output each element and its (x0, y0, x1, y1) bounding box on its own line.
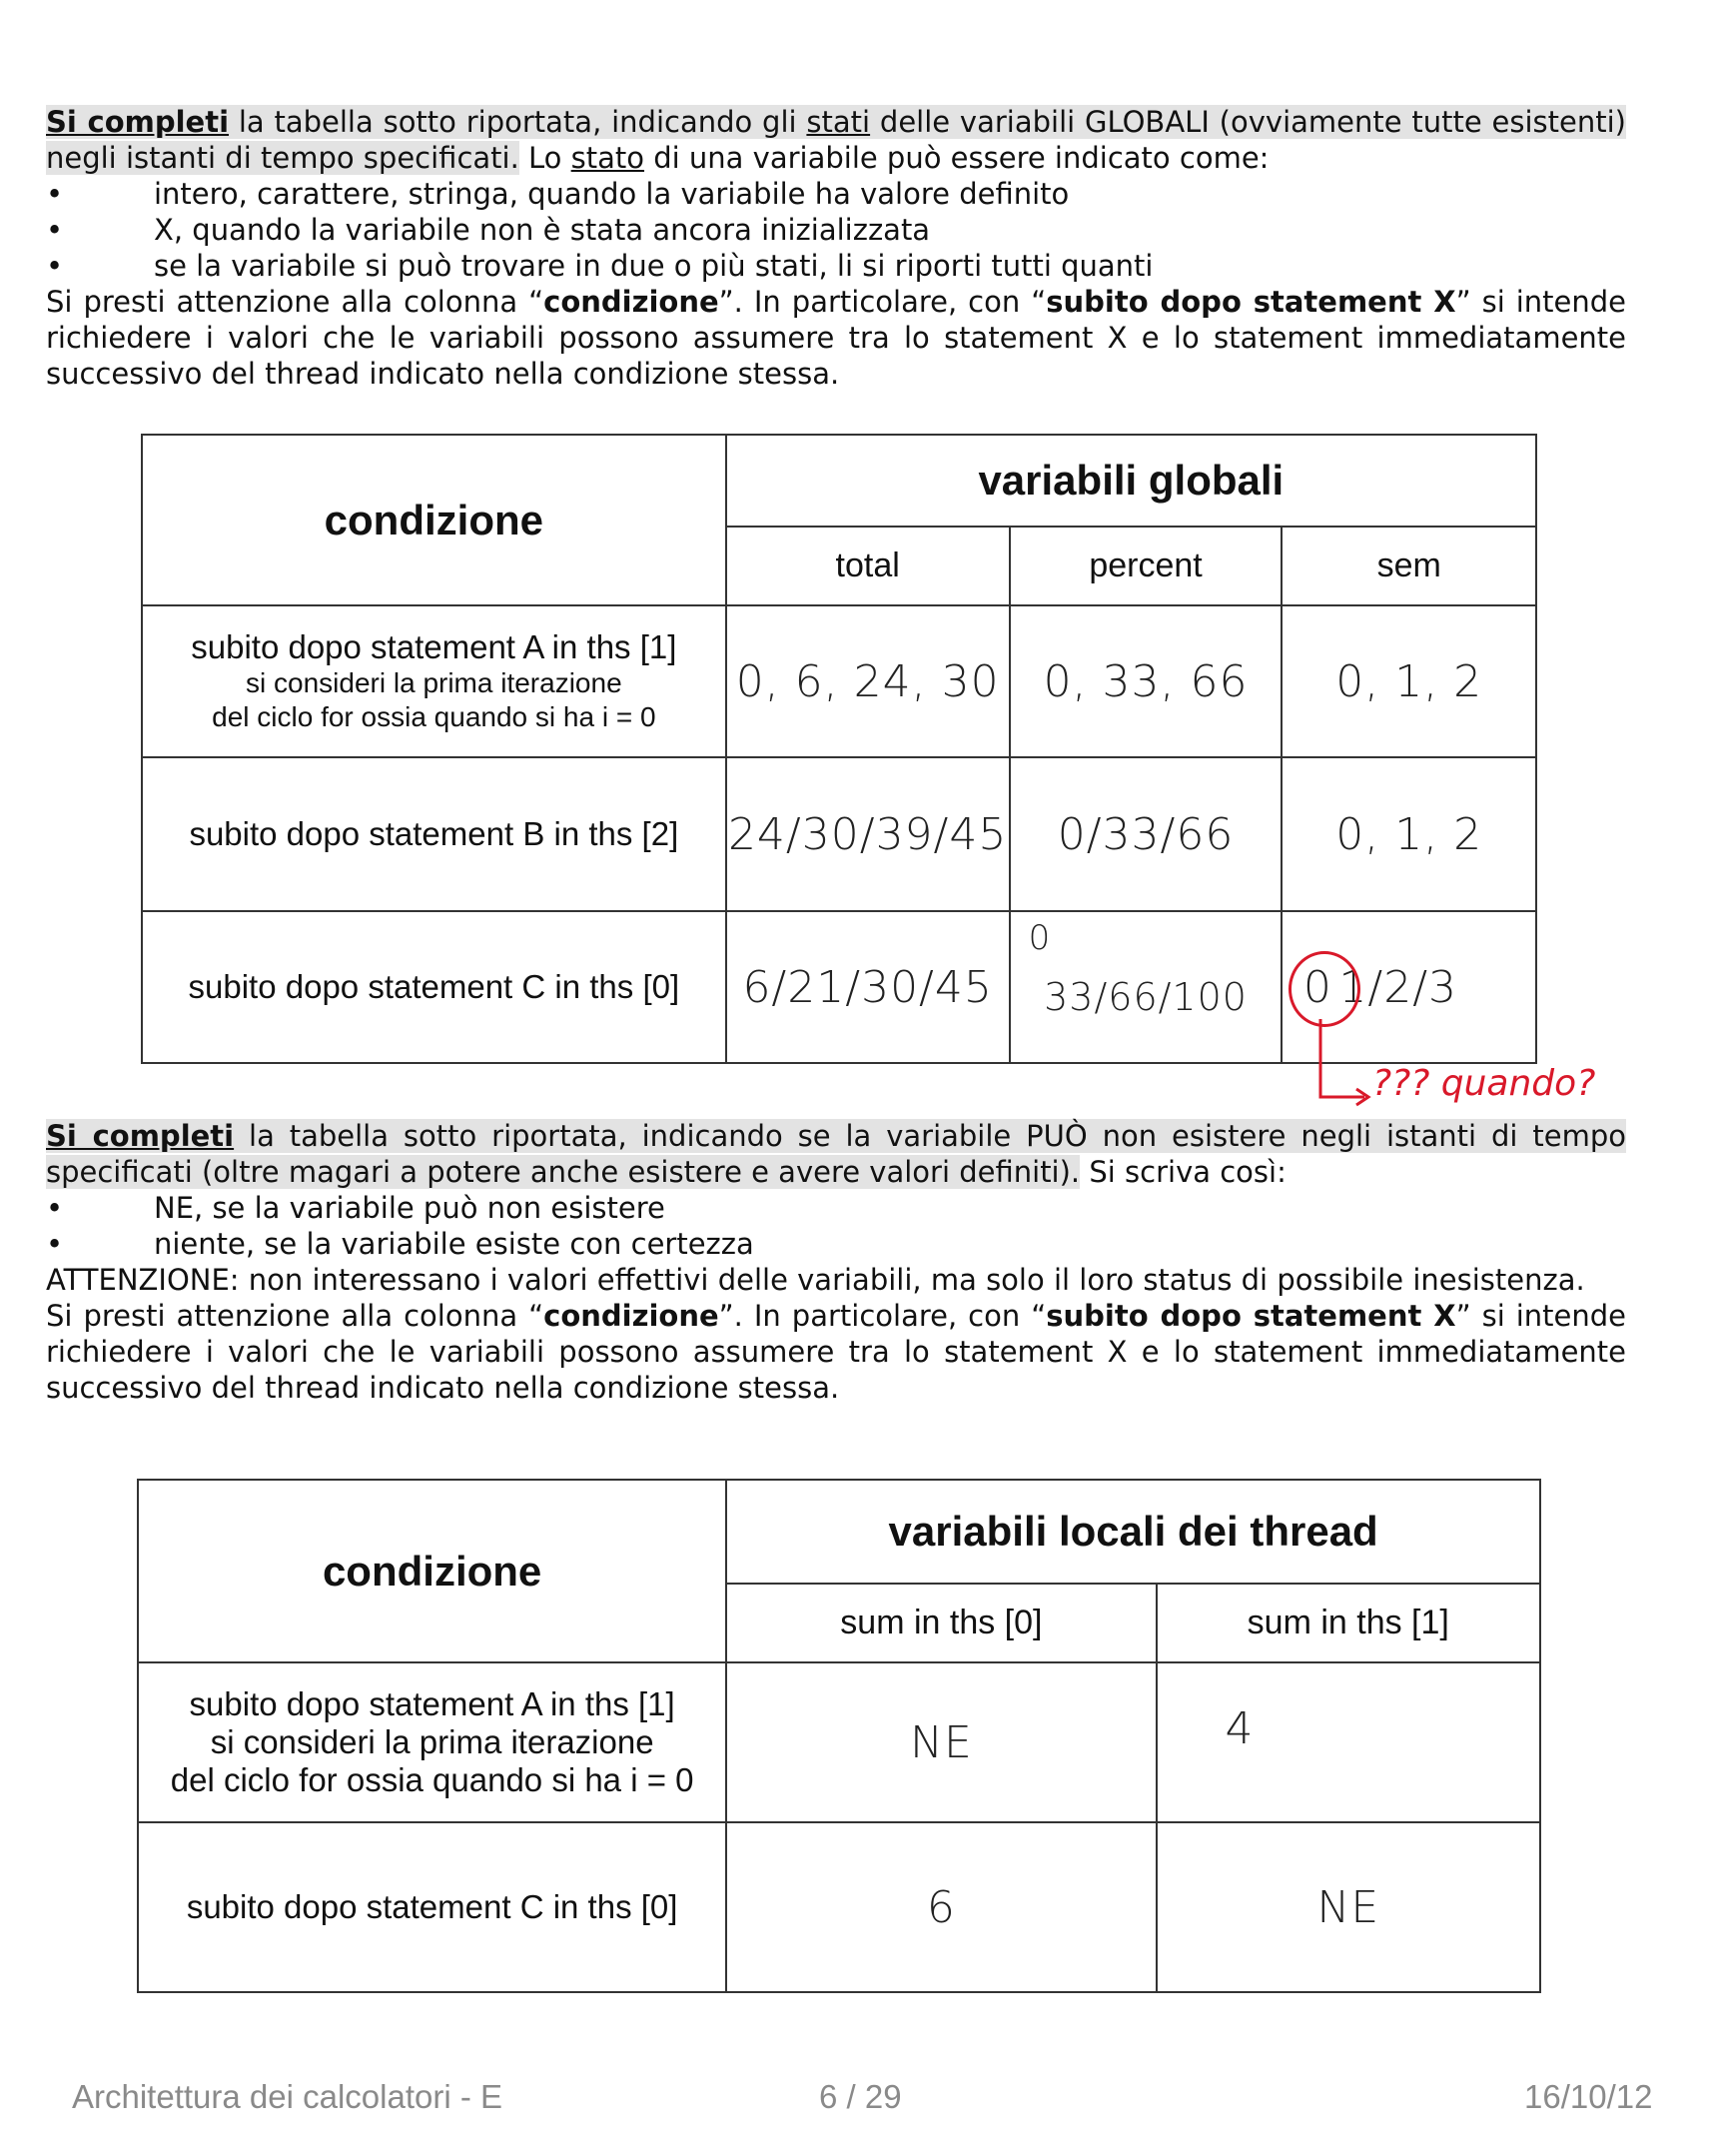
condition-cell: subito dopo statement A in ths [1] si consideri la prima iterazione del ciclo for ossia quando si ha i = 0 (142, 605, 726, 757)
value-cell: NE (1157, 1822, 1540, 1992)
table-row (142, 605, 1536, 757)
red-arrow-annotation (1298, 1017, 1378, 1107)
value-cell: 0, 1, 2 (1282, 605, 1536, 757)
value-cell: 6/21/30/45 (726, 911, 1010, 1063)
red-circle-annotation (1288, 951, 1360, 1027)
table-row (138, 1822, 1540, 1992)
column-header-sem: sem (1282, 527, 1536, 605)
percent-zero: 0 (1028, 918, 1052, 958)
section-1-note: Si presti attenzione alla colonna “condizione”. In particolare, con “subito dopo statement X” si intende richiedere i valori che le variabili possono assumere tra lo statement X e lo statement immediatamente successivo del thread indicato nella condizione stessa. (46, 285, 1627, 391)
intro-keyword: Si completi (46, 105, 230, 139)
condition-header: condizione (142, 435, 726, 605)
bullet-item: • X, quando la variabile non è stata ancora inizializzata (46, 213, 931, 247)
footer-course: Architettura dei calcolatori - E (72, 2078, 503, 2115)
value-cell: 0 1/2/3 (1282, 911, 1536, 1063)
bullet-item: • intero, carattere, stringa, quando la variabile ha valore definito (46, 177, 1070, 211)
value-cell: NE (726, 1662, 1156, 1822)
column-header-sum-ths0: sum in ths [0] (726, 1584, 1156, 1662)
bullet-item: • se la variabile si può trovare in due o più stati, li si riporti tutti quanti (46, 249, 1154, 283)
condition-cell: subito dopo statement A in ths [1] si consideri la prima iterazione del ciclo for ossia quando si ha i = 0 (138, 1662, 726, 1822)
bullet-item: • NE, se la variabile può non esistere (46, 1191, 665, 1225)
value-cell: 0, 33, 66 (1010, 605, 1283, 757)
table-row (142, 757, 1536, 911)
section-1-intro: Si completi la tabella sotto riportata, indicando gli stati delle variabili GLOBALI (ovviamente tutte esistenti) negli istanti di tempo specificati. Lo stato di una variabile può essere indicato come: (46, 105, 1626, 175)
bullet-item: • niente, se la variabile esiste con certezza (46, 1227, 754, 1261)
question-annotation: ??? quando? (1372, 1063, 1596, 1104)
intro-keyword: Si completi (46, 1119, 235, 1153)
section-2-note: Si presti attenzione alla colonna “condizione”. In particolare, con “subito dopo statement X” si intende richiedere i valori che le variabili possono assumere tra lo statement X e lo statement immediatamente successivo del thread indicato nella condizione stessa. (46, 1299, 1627, 1405)
group-header: variabili globali (726, 435, 1536, 527)
value-cell: 0/33/66 (1010, 757, 1283, 911)
sem-circled-zero: 0 (1302, 961, 1332, 1013)
condition-cell: subito dopo statement C in ths [0] (142, 911, 726, 1063)
group-header: variabili locali dei thread (726, 1480, 1540, 1584)
value-cell: 6 (726, 1822, 1156, 1992)
value-cell: 0, 6, 24, 30 (726, 605, 1010, 757)
value-cell: 0, 1, 2 (1282, 757, 1536, 911)
column-header-total: total (726, 527, 1010, 605)
footer-page-number: 6 / 29 (819, 2078, 902, 2115)
column-header-percent: percent (1010, 527, 1283, 605)
attention-note: ATTENZIONE: non interessano i valori effettivi delle variabili, ma solo il loro status di possibile inesistenza. (46, 1263, 1585, 1297)
value-cell: 0 33/66/100 (1010, 911, 1283, 1063)
value-cell: 24/30/39/45 (726, 757, 1010, 911)
section-2-instructions (46, 1118, 1626, 1406)
section-2-intro: Si completi la tabella sotto riportata, indicando se la variabile PUÒ non esistere negli istanti di tempo specificati (oltre magari a potere anche esistere e avere valori definiti). Si scriva così: (46, 1119, 1626, 1189)
condition-header: condizione (138, 1480, 726, 1662)
column-header-sum-ths1: sum in ths [1] (1157, 1584, 1540, 1662)
footer-date: 16/10/12 (1524, 2078, 1653, 2115)
condition-cell: subito dopo statement B in ths [2] (142, 757, 726, 911)
value-cell: 4 (1157, 1662, 1540, 1822)
local-variables-table (137, 1479, 1541, 1993)
section-1-instructions (46, 104, 1626, 392)
table-row (138, 1662, 1540, 1822)
condition-cell: subito dopo statement C in ths [0] (138, 1822, 726, 1992)
